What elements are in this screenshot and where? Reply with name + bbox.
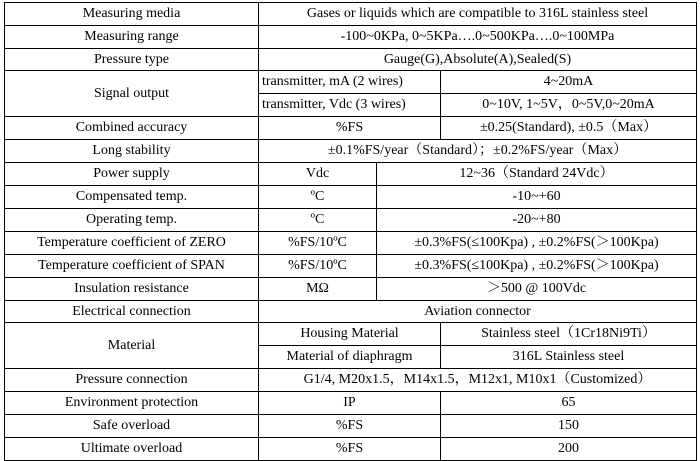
table-row — [5, 255, 697, 278]
electrical-connection-label: Electrical connection — [5, 301, 259, 323]
operating-temp-value: -20~+80 — [377, 209, 697, 232]
measuring-media-value: Gases or liquids which are compatible to 316L stainless steel — [259, 3, 697, 26]
operating-temp-label: Operating temp. — [5, 209, 259, 232]
housing-material-type: Housing Material — [259, 323, 441, 346]
material-label: Material — [5, 323, 259, 369]
temp-coef-zero-label: Temperature coefficient of ZERO — [5, 232, 259, 255]
ultimate-overload-value: 200 — [441, 438, 697, 461]
combined-accuracy-unit: %FS — [259, 117, 441, 140]
measuring-media-label: Measuring media — [5, 3, 259, 26]
power-supply-label: Power supply — [5, 163, 259, 186]
signal-output-ma-value: 4~20mA — [441, 71, 697, 94]
table-row — [5, 163, 697, 186]
table-row — [5, 140, 697, 163]
table-row — [5, 392, 697, 415]
long-stability-value: ±0.1%FS/year（Standard）；±0.2%FS/year（Max） — [259, 140, 697, 163]
table-row — [5, 3, 697, 26]
temp-coef-span-value: ±0.3%FS(≤100Kpa) , ±0.2%FS(＞100Kpa) — [377, 255, 697, 278]
insulation-resistance-label: Insulation resistance — [5, 278, 259, 301]
table-row — [5, 26, 697, 49]
pressure-connection-label: Pressure connection — [5, 369, 259, 392]
table-row — [5, 323, 697, 346]
safe-overload-unit: %FS — [259, 415, 441, 438]
signal-output-vdc-type: transmitter, Vdc (3 wires) — [259, 94, 441, 117]
diaphragm-material-type: Material of diaphragm — [259, 346, 441, 369]
safe-overload-label: Safe overload — [5, 415, 259, 438]
pressure-connection-value: G1/4, M20x1.5，M14x1.5，M12x1, M10x1（Customized） — [259, 369, 697, 392]
table-row — [5, 209, 697, 232]
signal-output-ma-type: transmitter, mA (2 wires) — [259, 71, 441, 94]
operating-temp-unit: ºC — [259, 209, 377, 232]
compensated-temp-value: -10~+60 — [377, 186, 697, 209]
compensated-temp-unit: ºC — [259, 186, 377, 209]
specification-table — [4, 2, 697, 461]
compensated-temp-label: Compensated temp. — [5, 186, 259, 209]
pressure-type-value: Gauge(G),Absolute(A),Sealed(S) — [259, 49, 697, 71]
insulation-resistance-value: ＞500 @ 100Vdc — [377, 278, 697, 301]
environment-protection-value: 65 — [441, 392, 697, 415]
table-row — [5, 232, 697, 255]
table-row — [5, 186, 697, 209]
table-row — [5, 415, 697, 438]
temp-coef-span-label: Temperature coefficient of SPAN — [5, 255, 259, 278]
safe-overload-value: 150 — [441, 415, 697, 438]
ultimate-overload-unit: %FS — [259, 438, 441, 461]
table-row — [5, 301, 697, 323]
signal-output-label: Signal output — [5, 71, 259, 117]
temp-coef-zero-value: ±0.3%FS(≤100Kpa) , ±0.2%FS(＞100Kpa) — [377, 232, 697, 255]
insulation-resistance-unit: MΩ — [259, 278, 377, 301]
housing-material-value: Stainless steel（1Cr18Ni9Ti） — [441, 323, 697, 346]
environment-protection-label: Environment protection — [5, 392, 259, 415]
measuring-range-value: -100~0KPa, 0~5KPa….0~500KPa….0~100MPa — [259, 26, 697, 49]
table-row — [5, 278, 697, 301]
diaphragm-material-value: 316L Stainless steel — [441, 346, 697, 369]
table-row — [5, 71, 697, 94]
combined-accuracy-value: ±0.25(Standard), ±0.5（Max） — [441, 117, 697, 140]
table-row — [5, 369, 697, 392]
signal-output-vdc-value: 0~10V, 1~5V，0~5V,0~20mA — [441, 94, 697, 117]
measuring-range-label: Measuring range — [5, 26, 259, 49]
long-stability-label: Long stability — [5, 140, 259, 163]
power-supply-unit: Vdc — [259, 163, 377, 186]
table-row — [5, 49, 697, 71]
combined-accuracy-label: Combined accuracy — [5, 117, 259, 140]
table-row — [5, 117, 697, 140]
table-row — [5, 438, 697, 461]
temp-coef-zero-unit: %FS/10ºC — [259, 232, 377, 255]
temp-coef-span-unit: %FS/10ºC — [259, 255, 377, 278]
pressure-type-label: Pressure type — [5, 49, 259, 71]
ultimate-overload-label: Ultimate overload — [5, 438, 259, 461]
power-supply-value: 12~36（Standard 24Vdc） — [377, 163, 697, 186]
environment-protection-unit: IP — [259, 392, 441, 415]
electrical-connection-value: Aviation connector — [259, 301, 697, 323]
